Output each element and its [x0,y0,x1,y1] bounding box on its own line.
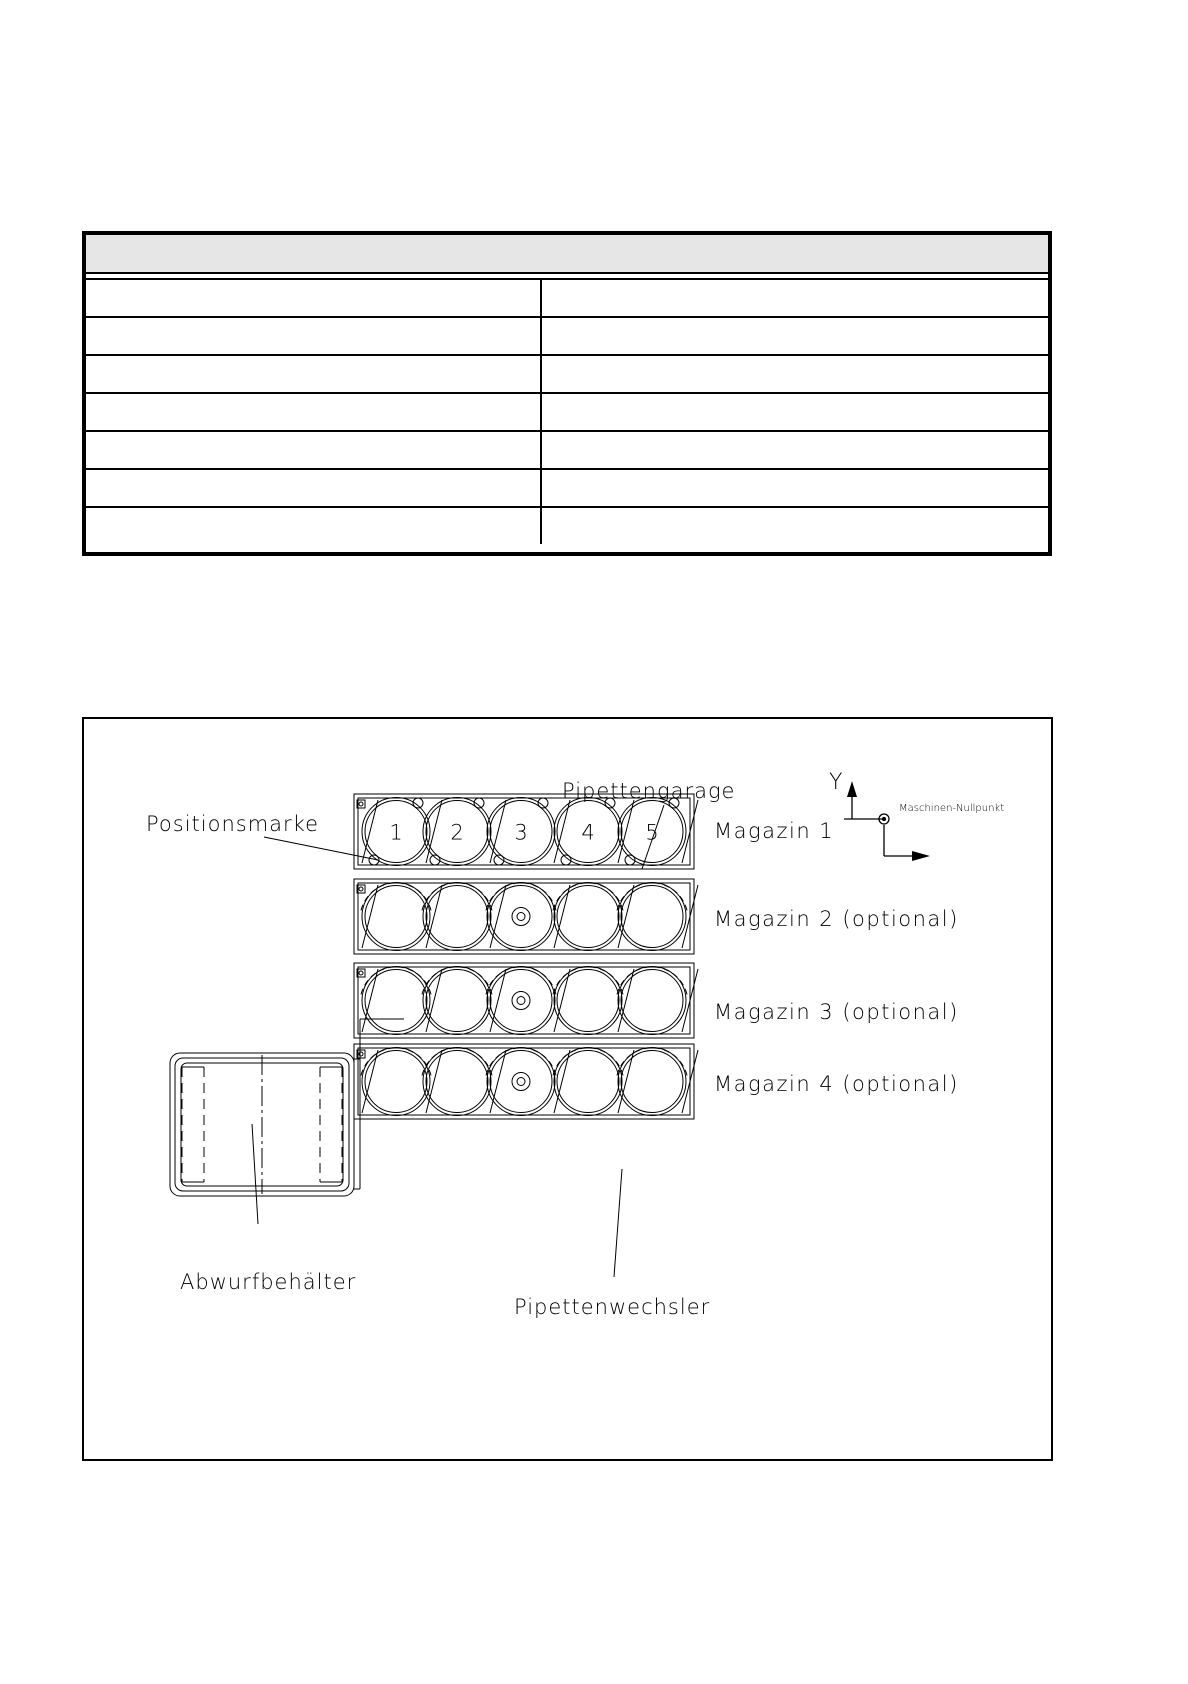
table-cell [542,508,1048,544]
strut [426,800,442,863]
magazine-1 [354,794,698,869]
pipette-slot [490,970,552,1032]
pipette-tip [512,992,530,1010]
pipette-tip-center [517,997,525,1005]
pipette-slot [490,886,552,948]
table-cell [86,356,542,392]
table-header [86,235,1048,274]
pipette-changer-drawing [84,719,1055,1463]
position-mark-hole [359,971,363,975]
table-cell [542,470,1048,506]
pipette-slot [557,970,619,1032]
pipettengarage-label: Pipettengarage [562,779,736,803]
pipette-slot-ring [423,1048,491,1116]
strut [426,1050,442,1113]
slot-number: 4 [581,820,595,845]
table-row [86,394,1048,432]
y-axis-label: Y [829,770,843,795]
pipette-tip [512,908,530,926]
pipette-slot-ring [554,967,622,1035]
magazine-frame [354,1044,694,1119]
table-row [86,470,1048,508]
magazine-inner-frame [358,1048,690,1115]
pipette-slot-ring [618,1048,686,1116]
slot-number: 5 [645,820,659,845]
table-row [86,432,1048,470]
strut [490,969,506,1032]
pipette-tip-center [517,1078,525,1086]
strut [490,1050,506,1113]
pipette-slot-ring [618,883,686,951]
table-row [86,280,1048,318]
pipette-slot-ring [362,967,430,1035]
table-cell [542,394,1048,430]
magazine-frame [354,963,694,1038]
pipette-changer [354,794,959,1119]
pipette-slot-ring [554,883,622,951]
pipette-slot [426,886,488,948]
pipette-slot [490,1051,552,1113]
table-cell [542,432,1048,468]
magazine-inner-frame [358,883,690,950]
pipette-slot-ring [362,1048,430,1116]
pipette-slot [426,1051,488,1113]
slot-number: 2 [450,820,464,845]
pipette-tip [512,1073,530,1091]
pipette-slot [365,1051,427,1113]
machine-zero-label: Maschinen-Nullpunkt [899,803,1005,814]
table-cell [86,508,542,544]
pipette-slot-ring [487,967,555,1035]
pipette-slot-ring [362,883,430,951]
pipette-slot [621,1051,683,1113]
pipette-slot [426,970,488,1032]
pipette-slot-ring [618,967,686,1035]
table-cell [542,356,1048,392]
magazine-label: Magazin 2 (optional) [714,907,959,931]
pipette-slot [365,886,427,948]
magazine-label: Magazin 3 (optional) [714,1000,959,1024]
table-row [86,356,1048,394]
magazine-2 [354,879,698,954]
table-cell [86,432,542,468]
table-cell [542,318,1048,354]
magazine-4 [354,1044,698,1119]
data-table [82,231,1052,556]
table-cell [86,280,542,316]
table-cell [86,394,542,430]
strut [490,885,506,948]
position-mark-hole [359,802,363,806]
magazine-label: Magazin 1 [714,819,835,843]
pipette-slot [557,1051,619,1113]
table-row [86,318,1048,356]
table-row [86,508,1048,544]
positionsmarke-label: Positionsmarke [146,812,319,836]
strut [490,800,506,863]
magazine-3 [354,963,698,1038]
slot-number: 1 [389,820,403,845]
machine-zero-indicator [844,781,930,861]
pipette-slot-ring [487,1048,555,1116]
pipette-slot-ring [487,883,555,951]
strut [426,885,442,948]
pipette-slot [557,886,619,948]
magazine-frame [354,879,694,954]
pipette-slot-ring [423,883,491,951]
position-mark-hole [359,887,363,891]
table-cell [86,318,542,354]
abwurfbehaelter-label: Abwurfbehälter [180,1270,357,1294]
pipette-slot [621,886,683,948]
table-cell [542,280,1048,316]
magazine-label: Magazin 4 (optional) [714,1072,959,1096]
slot-number: 3 [514,820,528,845]
table-cell [86,470,542,506]
leader-lines [252,805,664,1277]
pipette-slot-ring [423,967,491,1035]
pipette-slot [621,970,683,1032]
pipette-tip-center [517,913,525,921]
pipette-slot [365,970,427,1032]
pipettenwechsler-label: Pipettenwechsler [514,1295,711,1319]
pipette-slot-ring [554,1048,622,1116]
strut [426,969,442,1032]
technical-drawing-frame [82,717,1053,1461]
waste-container [170,1019,404,1196]
magazine-inner-frame [358,967,690,1034]
